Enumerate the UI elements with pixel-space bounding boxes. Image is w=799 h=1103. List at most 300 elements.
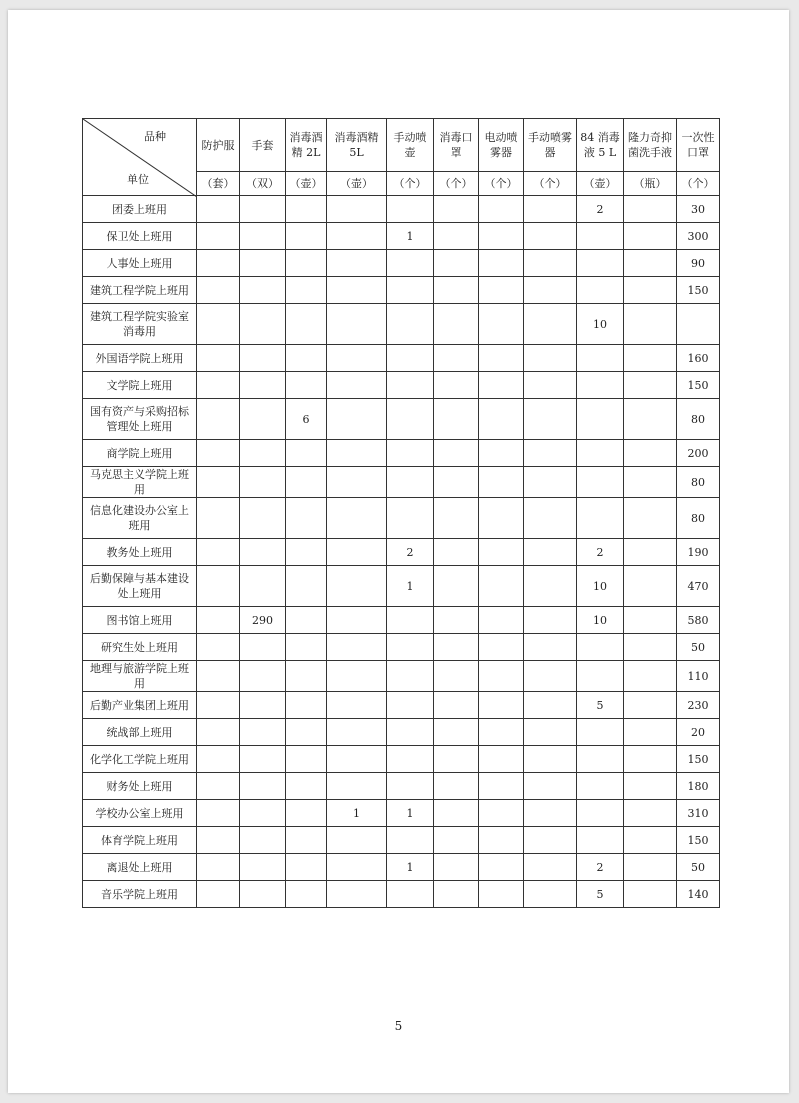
column-header: 防护服 (197, 119, 240, 172)
quantity-cell (197, 634, 240, 661)
unit-name-cell: 统战部上班用 (83, 719, 197, 746)
quantity-cell (387, 250, 434, 277)
quantity-cell (240, 467, 286, 498)
quantity-cell (624, 539, 677, 566)
quantity-cell (286, 719, 327, 746)
quantity-cell (479, 773, 524, 800)
quantity-cell (524, 498, 577, 539)
quantity-cell (327, 440, 387, 467)
quantity-cell (387, 607, 434, 634)
quantity-cell: 90 (677, 250, 720, 277)
unit-name-cell: 后勤保障与基本建设处上班用 (83, 566, 197, 607)
quantity-cell (327, 539, 387, 566)
unit-name-cell: 图书馆上班用 (83, 607, 197, 634)
column-unit: （个） (479, 172, 524, 196)
quantity-cell (240, 800, 286, 827)
quantity-cell (197, 196, 240, 223)
quantity-cell (327, 345, 387, 372)
quantity-cell (479, 566, 524, 607)
quantity-cell (524, 304, 577, 345)
quantity-cell (387, 661, 434, 692)
column-header: 84 消毒液 5 L (577, 119, 624, 172)
quantity-cell (434, 498, 479, 539)
quantity-cell (624, 566, 677, 607)
quantity-cell (577, 277, 624, 304)
quantity-cell (327, 773, 387, 800)
unit-name-cell: 化学化工学院上班用 (83, 746, 197, 773)
quantity-cell: 2 (577, 539, 624, 566)
quantity-cell (479, 372, 524, 399)
quantity-cell (479, 399, 524, 440)
quantity-cell: 1 (387, 566, 434, 607)
unit-name-cell: 建筑工程学院实验室消毒用 (83, 304, 197, 345)
quantity-cell (240, 372, 286, 399)
quantity-cell (197, 467, 240, 498)
column-header: 一次性口罩 (677, 119, 720, 172)
quantity-cell (524, 566, 577, 607)
quantity-cell (387, 196, 434, 223)
quantity-cell: 80 (677, 498, 720, 539)
quantity-cell (524, 345, 577, 372)
quantity-cell (577, 440, 624, 467)
unit-name-cell: 音乐学院上班用 (83, 881, 197, 908)
quantity-cell (624, 467, 677, 498)
quantity-cell (479, 277, 524, 304)
quantity-cell (286, 566, 327, 607)
quantity-cell (240, 223, 286, 250)
quantity-cell (434, 854, 479, 881)
quantity-cell (240, 304, 286, 345)
quantity-cell (624, 277, 677, 304)
quantity-cell (524, 881, 577, 908)
quantity-cell (197, 661, 240, 692)
quantity-cell: 10 (577, 607, 624, 634)
quantity-cell (327, 661, 387, 692)
quantity-cell: 5 (577, 881, 624, 908)
corner-top-label: 品种 (144, 130, 166, 143)
table-row (83, 372, 720, 399)
quantity-cell (327, 223, 387, 250)
quantity-cell (577, 827, 624, 854)
table-row (83, 440, 720, 467)
quantity-cell: 50 (677, 854, 720, 881)
quantity-cell (286, 467, 327, 498)
quantity-cell (624, 223, 677, 250)
quantity-cell (197, 773, 240, 800)
quantity-cell: 310 (677, 800, 720, 827)
table-row (83, 827, 720, 854)
quantity-cell (479, 800, 524, 827)
quantity-cell: 30 (677, 196, 720, 223)
quantity-cell (524, 827, 577, 854)
quantity-cell (240, 399, 286, 440)
quantity-cell (577, 498, 624, 539)
quantity-cell: 50 (677, 634, 720, 661)
quantity-cell: 1 (387, 223, 434, 250)
quantity-cell (577, 719, 624, 746)
quantity-cell: 5 (577, 692, 624, 719)
quantity-cell (197, 498, 240, 539)
quantity-cell: 1 (387, 854, 434, 881)
quantity-cell: 190 (677, 539, 720, 566)
quantity-cell (240, 196, 286, 223)
quantity-cell: 2 (387, 539, 434, 566)
table-row (83, 399, 720, 440)
quantity-cell (286, 746, 327, 773)
quantity-cell (624, 372, 677, 399)
quantity-cell (524, 661, 577, 692)
quantity-cell (479, 345, 524, 372)
quantity-cell (434, 773, 479, 800)
quantity-cell (197, 223, 240, 250)
quantity-cell (479, 827, 524, 854)
quantity-cell (479, 250, 524, 277)
quantity-cell (197, 440, 240, 467)
quantity-cell (479, 304, 524, 345)
table-row (83, 539, 720, 566)
quantity-cell (577, 800, 624, 827)
quantity-cell (197, 250, 240, 277)
unit-name-cell: 建筑工程学院上班用 (83, 277, 197, 304)
table-row (83, 661, 720, 692)
quantity-cell (624, 881, 677, 908)
table-row (83, 692, 720, 719)
quantity-cell (577, 634, 624, 661)
unit-name-cell: 保卫处上班用 (83, 223, 197, 250)
quantity-cell (434, 345, 479, 372)
quantity-cell (624, 607, 677, 634)
quantity-cell (286, 607, 327, 634)
quantity-cell (197, 345, 240, 372)
column-unit: （个） (677, 172, 720, 196)
quantity-cell (197, 277, 240, 304)
quantity-cell (624, 800, 677, 827)
quantity-cell (434, 304, 479, 345)
quantity-cell (524, 399, 577, 440)
unit-name-cell: 财务处上班用 (83, 773, 197, 800)
quantity-cell: 230 (677, 692, 720, 719)
quantity-cell (624, 250, 677, 277)
column-unit: （双） (240, 172, 286, 196)
quantity-cell (327, 634, 387, 661)
table-row (83, 498, 720, 539)
quantity-cell (577, 250, 624, 277)
quantity-cell (387, 773, 434, 800)
unit-name-cell: 后勤产业集团上班用 (83, 692, 197, 719)
table-row (83, 607, 720, 634)
table-row (83, 881, 720, 908)
quantity-cell (479, 692, 524, 719)
quantity-cell (479, 467, 524, 498)
quantity-cell (387, 304, 434, 345)
quantity-cell (240, 539, 286, 566)
unit-name-cell: 研究生处上班用 (83, 634, 197, 661)
quantity-cell: 20 (677, 719, 720, 746)
quantity-cell (240, 277, 286, 304)
quantity-cell (434, 746, 479, 773)
quantity-cell (240, 440, 286, 467)
quantity-cell (240, 250, 286, 277)
quantity-cell (434, 692, 479, 719)
quantity-cell (286, 196, 327, 223)
column-unit: （个） (387, 172, 434, 196)
quantity-cell (327, 881, 387, 908)
quantity-cell (240, 854, 286, 881)
quantity-cell (479, 661, 524, 692)
table-row (83, 277, 720, 304)
column-unit: （壶） (327, 172, 387, 196)
quantity-cell (524, 719, 577, 746)
quantity-cell (286, 498, 327, 539)
quantity-cell (240, 719, 286, 746)
quantity-cell (434, 196, 479, 223)
quantity-cell (240, 746, 286, 773)
quantity-cell (524, 440, 577, 467)
quantity-cell (286, 440, 327, 467)
quantity-cell (327, 692, 387, 719)
quantity-cell (434, 223, 479, 250)
quantity-cell (624, 773, 677, 800)
quantity-cell (434, 399, 479, 440)
quantity-cell (286, 827, 327, 854)
table-header (83, 119, 720, 196)
quantity-cell (434, 634, 479, 661)
quantity-cell: 160 (677, 345, 720, 372)
quantity-cell (327, 196, 387, 223)
quantity-cell (197, 304, 240, 345)
quantity-cell (387, 746, 434, 773)
table-row (83, 304, 720, 345)
table-row (83, 800, 720, 827)
column-header: 手动喷雾器 (524, 119, 577, 172)
quantity-cell (434, 661, 479, 692)
quantity-cell: 180 (677, 773, 720, 800)
quantity-cell: 80 (677, 399, 720, 440)
table-row (83, 634, 720, 661)
quantity-cell (479, 223, 524, 250)
table-row (83, 746, 720, 773)
column-header: 手套 (240, 119, 286, 172)
quantity-cell (434, 827, 479, 854)
quantity-cell (624, 304, 677, 345)
table-row (83, 250, 720, 277)
column-header: 消毒酒精 5L (327, 119, 387, 172)
quantity-cell (387, 372, 434, 399)
quantity-cell: 2 (577, 854, 624, 881)
quantity-cell (479, 440, 524, 467)
quantity-cell: 150 (677, 372, 720, 399)
quantity-cell (197, 827, 240, 854)
quantity-cell (197, 607, 240, 634)
quantity-cell (327, 250, 387, 277)
quantity-cell (624, 196, 677, 223)
column-header: 消毒酒精 2L (286, 119, 327, 172)
quantity-cell (240, 566, 286, 607)
quantity-cell (624, 746, 677, 773)
table-row (83, 196, 720, 223)
quantity-cell (524, 607, 577, 634)
quantity-cell (479, 719, 524, 746)
column-unit: （套） (197, 172, 240, 196)
unit-name-cell: 学校办公室上班用 (83, 800, 197, 827)
quantity-cell (434, 372, 479, 399)
unit-name-cell: 体育学院上班用 (83, 827, 197, 854)
unit-name-cell: 信息化建设办公室上班用 (83, 498, 197, 539)
table-body (83, 196, 720, 908)
unit-name-cell: 地理与旅游学院上班用 (83, 661, 197, 692)
quantity-cell (434, 881, 479, 908)
column-header: 消毒口罩 (434, 119, 479, 172)
quantity-cell (434, 719, 479, 746)
header-name-row (83, 119, 720, 172)
quantity-cell (577, 746, 624, 773)
quantity-cell (286, 854, 327, 881)
quantity-cell (577, 399, 624, 440)
quantity-cell (327, 399, 387, 440)
quantity-cell (240, 498, 286, 539)
quantity-cell (524, 196, 577, 223)
unit-name-cell: 教务处上班用 (83, 539, 197, 566)
quantity-cell (387, 634, 434, 661)
quantity-cell (240, 827, 286, 854)
quantity-cell (624, 498, 677, 539)
quantity-cell (624, 661, 677, 692)
quantity-cell (197, 399, 240, 440)
quantity-cell (479, 196, 524, 223)
quantity-cell (387, 692, 434, 719)
quantity-cell (286, 692, 327, 719)
quantity-cell (327, 498, 387, 539)
quantity-cell (327, 746, 387, 773)
quantity-cell (240, 345, 286, 372)
quantity-cell: 300 (677, 223, 720, 250)
quantity-cell (240, 881, 286, 908)
quantity-cell (197, 854, 240, 881)
quantity-cell (524, 467, 577, 498)
unit-name-cell: 商学院上班用 (83, 440, 197, 467)
quantity-cell (286, 634, 327, 661)
quantity-cell (434, 539, 479, 566)
quantity-cell (624, 827, 677, 854)
quantity-cell (387, 467, 434, 498)
quantity-cell (387, 440, 434, 467)
column-unit: （壶） (286, 172, 327, 196)
quantity-cell (624, 440, 677, 467)
column-header: 隆力奇抑菌洗手液 (624, 119, 677, 172)
quantity-cell (387, 345, 434, 372)
quantity-cell (624, 399, 677, 440)
column-unit: （个） (434, 172, 479, 196)
quantity-cell (286, 800, 327, 827)
unit-name-cell: 离退处上班用 (83, 854, 197, 881)
quantity-cell (327, 467, 387, 498)
quantity-cell (524, 277, 577, 304)
quantity-cell (624, 345, 677, 372)
quantity-cell (479, 854, 524, 881)
quantity-cell (286, 661, 327, 692)
quantity-cell: 140 (677, 881, 720, 908)
quantity-cell (577, 467, 624, 498)
quantity-cell (624, 854, 677, 881)
quantity-cell (240, 773, 286, 800)
quantity-cell (327, 277, 387, 304)
unit-name-cell: 人事处上班用 (83, 250, 197, 277)
quantity-cell (434, 566, 479, 607)
quantity-cell: 80 (677, 467, 720, 498)
quantity-cell (577, 661, 624, 692)
quantity-cell (479, 746, 524, 773)
quantity-cell: 2 (577, 196, 624, 223)
quantity-cell (577, 345, 624, 372)
quantity-cell: 290 (240, 607, 286, 634)
quantity-cell (387, 881, 434, 908)
quantity-cell (197, 539, 240, 566)
quantity-cell: 200 (677, 440, 720, 467)
supply-table (82, 118, 720, 908)
quantity-cell (624, 719, 677, 746)
quantity-cell (327, 566, 387, 607)
quantity-cell (327, 827, 387, 854)
quantity-cell (524, 372, 577, 399)
quantity-cell (434, 607, 479, 634)
column-header: 电动喷雾器 (479, 119, 524, 172)
quantity-cell (524, 250, 577, 277)
quantity-cell: 150 (677, 746, 720, 773)
quantity-cell: 150 (677, 277, 720, 304)
quantity-cell (524, 800, 577, 827)
table-row (83, 345, 720, 372)
quantity-cell: 470 (677, 566, 720, 607)
table-row (83, 467, 720, 498)
quantity-cell (479, 607, 524, 634)
quantity-cell (197, 719, 240, 746)
table-row (83, 719, 720, 746)
quantity-cell (434, 250, 479, 277)
quantity-cell (286, 304, 327, 345)
quantity-cell (434, 277, 479, 304)
quantity-cell (286, 773, 327, 800)
quantity-cell (197, 800, 240, 827)
quantity-cell (434, 800, 479, 827)
quantity-cell (524, 746, 577, 773)
quantity-cell (286, 372, 327, 399)
quantity-cell (197, 881, 240, 908)
quantity-cell (524, 692, 577, 719)
quantity-cell (197, 372, 240, 399)
quantity-cell (387, 827, 434, 854)
quantity-cell (327, 607, 387, 634)
quantity-cell (577, 773, 624, 800)
quantity-cell: 10 (577, 566, 624, 607)
column-unit: （瓶） (624, 172, 677, 196)
quantity-cell (524, 634, 577, 661)
quantity-cell (286, 881, 327, 908)
quantity-cell (286, 250, 327, 277)
quantity-cell (434, 440, 479, 467)
quantity-cell (479, 498, 524, 539)
quantity-cell (327, 854, 387, 881)
unit-name-cell: 国有资产与采购招标管理处上班用 (83, 399, 197, 440)
quantity-cell (197, 692, 240, 719)
unit-name-cell: 马克思主义学院上班用 (83, 467, 197, 498)
unit-name-cell: 外国语学院上班用 (83, 345, 197, 372)
quantity-cell (286, 223, 327, 250)
quantity-cell: 110 (677, 661, 720, 692)
quantity-cell (577, 223, 624, 250)
quantity-cell (524, 854, 577, 881)
quantity-cell (286, 539, 327, 566)
quantity-cell: 10 (577, 304, 624, 345)
